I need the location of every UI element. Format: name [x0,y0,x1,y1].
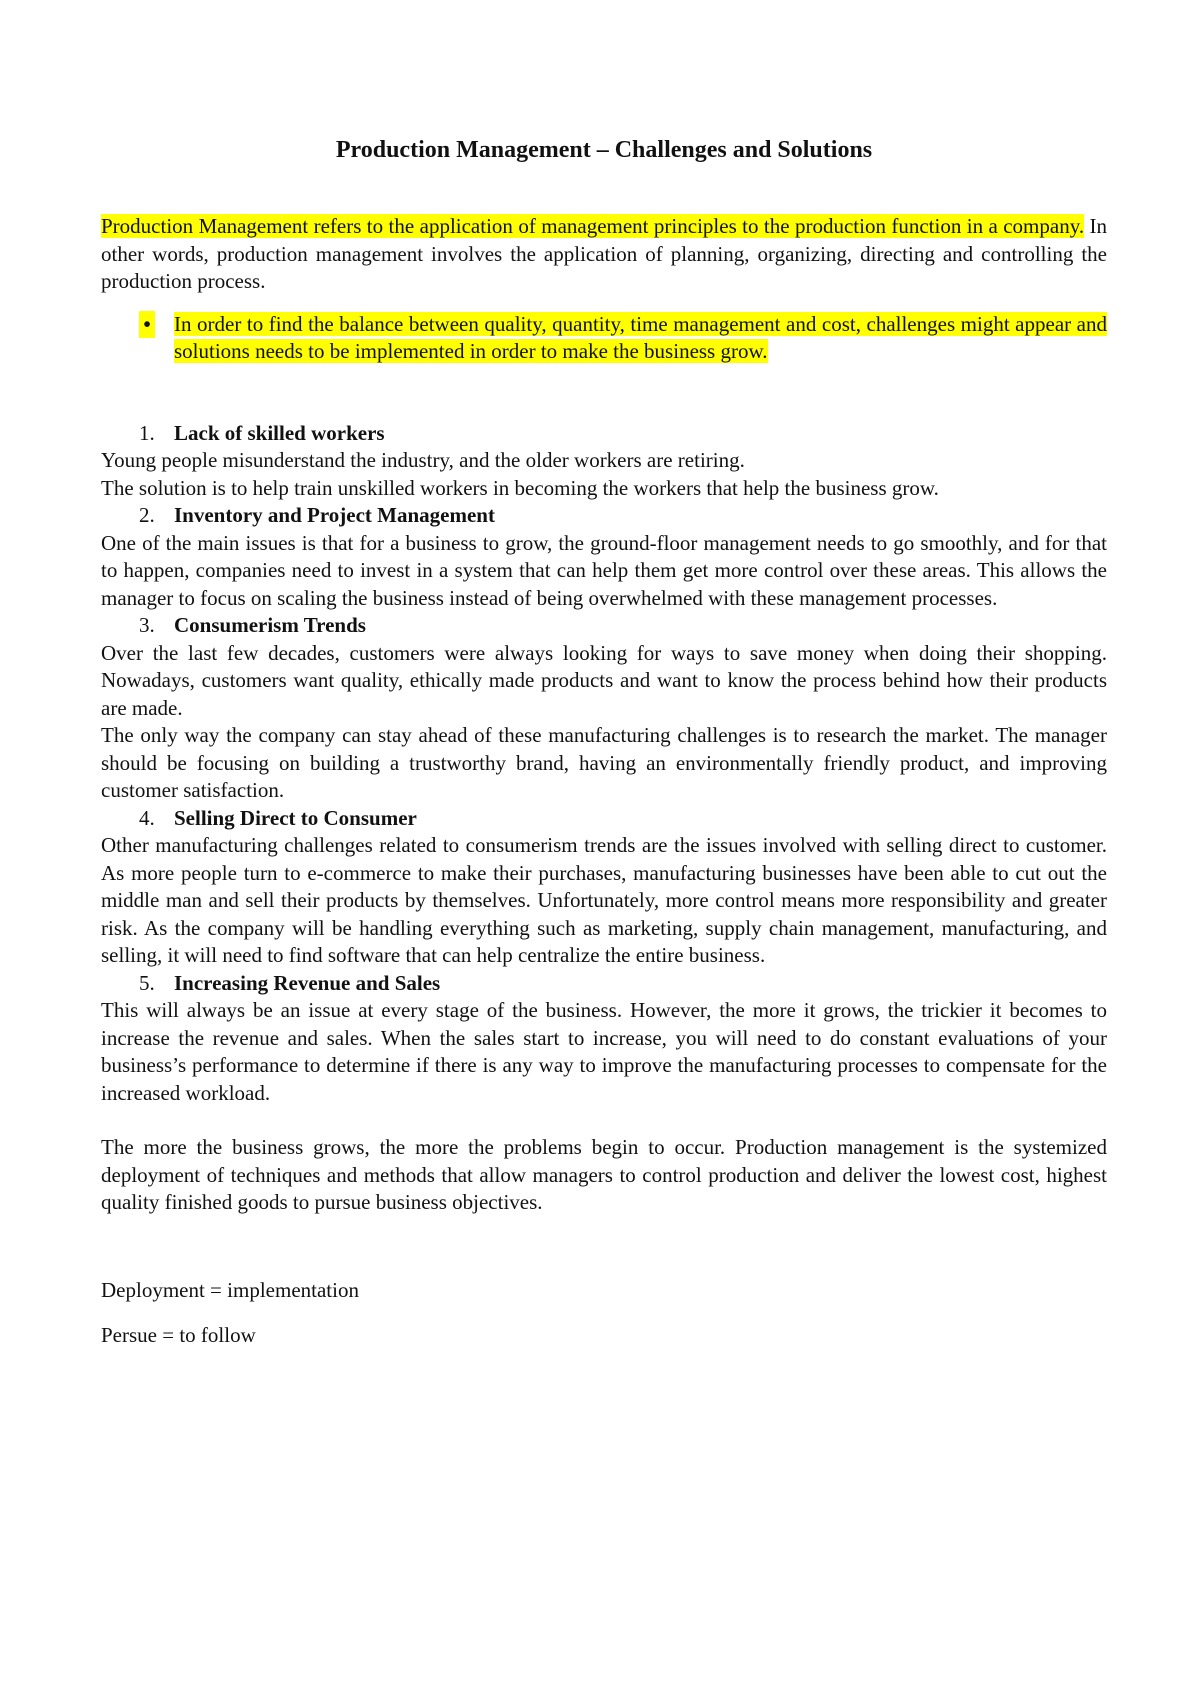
section-paragraph: The only way the company can stay ahead of these manufacturing challenges is to research the market. The manager should be focusing on building a trustworthy brand, having an environmentally friendly product, and improving customer satisfaction. [101,723,1107,802]
challenges-list [101,420,1107,1108]
definition-item: Deployment = implementation [101,1277,359,1302]
list-item [101,805,1107,970]
section-heading [101,502,1107,530]
section-paragraph: Young people misunderstand the industry, and the older workers are retiring. [101,448,745,472]
bullet-text: In order to find the balance between quality, quantity, time management and cost, challenges might appear and solutions needs to be implemented in order to make the business grow. [174,311,1107,363]
section-number: 2. [139,503,155,527]
section-number: 4. [139,805,155,830]
section-number: 1. [139,420,155,445]
section-paragraph: The solution is to help train unskilled workers in becoming the workers that help the business grow. [101,475,939,500]
bullet-item [101,311,1107,366]
section-heading-text: Increasing Revenue and Sales [174,970,441,995]
intro-highlighted-text: Production Management refers to the application of management principles to the production function in a company. [101,214,1085,238]
section-paragraph: This will always be an issue at every stage of the business. However, the more it grows, the trickier it becomes to increase the revenue and sales. When the sales start to increase, you will need to do constant evaluations of your business’s performance to determine if there is any way to improve the manufacturing processes to compensate for the increased workload. [101,998,1107,1105]
section-paragraph: Over the last few decades, customers were always looking for ways to save money when doing their shopping. Nowadays, customers want quality, ethically made products and want to know the process behind how their products are made. [101,640,1107,720]
section-heading-text: Selling Direct to Consumer [174,805,417,830]
list-item [101,502,1107,612]
section-number: 5. [139,970,155,995]
section-paragraph: Other manufacturing challenges related to consumerism trends are the issues involved with selling direct to customer. As more people turn to e-commerce to make their purchases, manufacturing businesses have been able to cut out the middle man and sell their products by themselves. Unfortunately, more control means more responsibility and greater risk. As the company will be handling everything such as marketing, supply chain management, manufacturing, and selling, it will need to find software that can help centralize the entire business. [101,833,1107,967]
section-heading [101,420,1107,448]
intro-text: In other words, production management involves the application of planning, organizing, directing and controlling the production process. [101,214,1107,293]
section-number: 3. [139,613,155,637]
section-heading [101,970,1107,998]
bullet-icon: • [139,311,155,339]
document-page [101,135,1107,1368]
intro-paragraph [101,213,1107,296]
section-heading [101,805,1107,833]
conclusion-paragraph: The more the business grows, the more the problems begin to occur. Production management is the systemized deployment of techniques and methods that allow managers to control production and deliver the lowest cost, highest quality finished goods to pursue business objectives. [101,1135,1107,1214]
list-item [101,970,1107,1108]
document-title: Production Management – Challenges and Solutions [335,137,873,163]
section-heading-text: Consumerism Trends [174,613,366,637]
list-item [101,612,1107,805]
section-heading [101,612,1107,640]
definition-item: Persue = to follow [101,1323,256,1347]
section-heading-text: Lack of skilled workers [174,420,385,445]
definitions [101,1277,1107,1350]
list-item [101,420,1107,503]
section-heading-text: Inventory and Project Management [174,503,495,527]
section-paragraph: One of the main issues is that for a business to grow, the ground-floor management needs to go smoothly, and for that to happen, companies need to invest in a system that can help them get more control over these areas. This allows the manager to focus on scaling the business instead of being overwhelmed with these management processes. [101,530,1107,610]
